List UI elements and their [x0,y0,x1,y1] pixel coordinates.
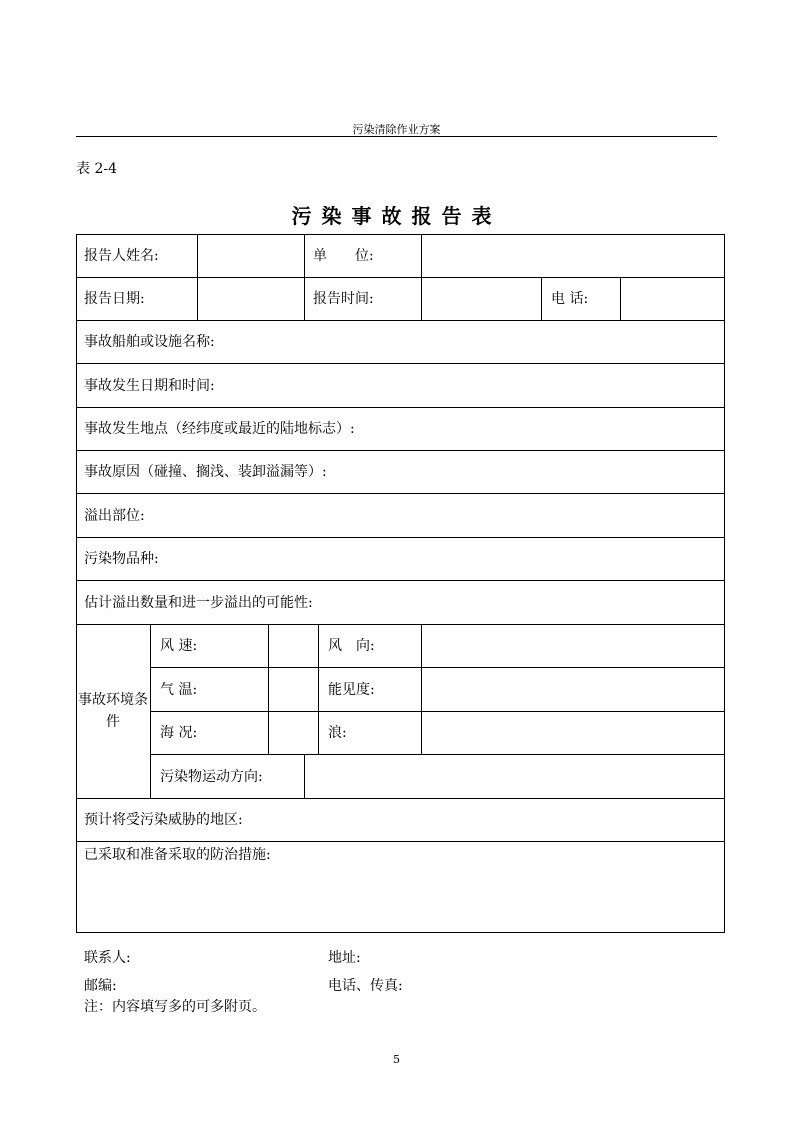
temperature-field[interactable] [269,668,317,710]
accident-location-label: 事故发生地点（经纬度或最近的陆地标志）: [84,421,355,437]
phone-field[interactable] [621,278,724,319]
form-title: 污染事故报告表 [291,204,502,228]
wave-label: 浪: [328,725,347,741]
report-time-field[interactable] [422,278,540,319]
col-divider [304,234,305,320]
report-time-label: 报告时间: [313,291,374,307]
row-divider [76,450,725,451]
phone-label: 电 话: [551,291,589,307]
measures-label: 已采取和准备采取的防治措施: [84,847,271,863]
accident-cause-label: 事故原因（碰撞、搁浅、装卸溢漏等）: [84,464,327,480]
visibility-label: 能见度: [328,682,375,698]
pollutant-direction-label: 污染物运动方向: [160,769,263,785]
row-divider [76,537,725,538]
visibility-field[interactable] [422,668,724,710]
temperature-label: 气 温: [160,682,198,698]
wind-direction-label: 风 向: [328,638,375,654]
spill-estimate-label: 估计溢出数量和进一步溢出的可能性: [84,595,313,611]
address-label: 地址: [328,950,361,966]
vessel-name-label: 事故船舶或设施名称: [84,334,215,350]
row-divider [76,407,725,408]
running-header: 污染清除作业方案 [352,123,441,136]
sea-state-field[interactable] [269,712,317,753]
postcode-label: 邮编: [84,978,117,994]
spill-part-label: 溢出部位: [84,508,145,524]
report-date-label: 报告日期: [84,291,145,307]
unit-field[interactable] [422,235,724,276]
page-number: 5 [393,1053,400,1066]
table-label: 表 2-4 [76,161,117,177]
row-divider [76,363,725,364]
wave-field[interactable] [422,712,724,753]
report-date-field[interactable] [198,278,303,319]
phone-fax-label: 电话、传真: [328,978,403,994]
row-divider [76,320,725,321]
row-divider [76,798,725,799]
pollutant-direction-field[interactable] [305,755,724,797]
contact-label: 联系人: [84,950,131,966]
accident-datetime-label: 事故发生日期和时间: [84,378,215,394]
row-divider [76,493,725,494]
unit-label: 单 位: [313,248,374,264]
threatened-area-label: 预计将受污染威胁的地区: [84,812,243,828]
note-text: 注：内容填写多的可多附页。 [84,999,266,1015]
col-divider [150,624,151,798]
sea-state-label: 海 况: [160,725,198,741]
header-rule [76,136,717,137]
wind-speed-field[interactable] [269,625,317,666]
col-divider [318,624,319,754]
env-conditions-label: 事故环境条件 [78,692,148,730]
reporter-name-label: 报告人姓名: [84,248,159,264]
reporter-name-field[interactable] [198,235,303,276]
row-divider [76,841,725,842]
wind-speed-label: 风 速: [160,638,198,654]
wind-direction-field[interactable] [422,625,724,666]
row-divider [76,580,725,581]
col-divider [541,277,542,320]
pollutant-type-label: 污染物品种: [84,551,159,567]
